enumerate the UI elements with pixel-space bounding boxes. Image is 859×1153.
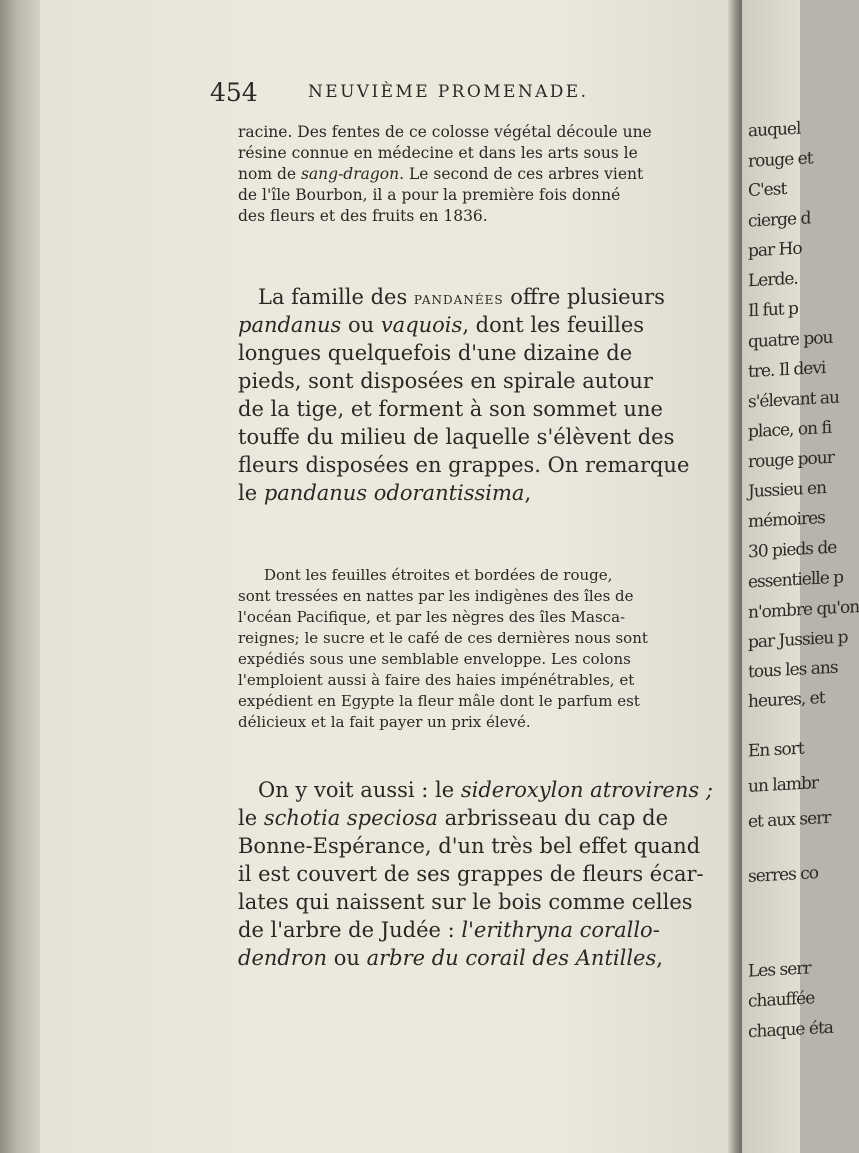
text-line: Bonne-Espérance, d'un très bel effet quand — [238, 834, 701, 858]
text-line: le pandanus odorantissima, — [238, 481, 532, 505]
text-line: le schotia speciosa arbrisseau du cap de — [238, 806, 668, 830]
facing-page-fragment: tous les ans — [748, 657, 838, 683]
text-line: résine connue en médecine et dans les arts sous le — [238, 144, 638, 162]
facing-page-fragment: chaque éta — [748, 1017, 833, 1043]
text-line: de l'arbre de Judée : l'erithryna corallo- — [238, 918, 660, 942]
italic-term: dendron — [238, 946, 328, 970]
left-book-edge — [0, 0, 40, 1153]
facing-page-fragment: par Jussieu p — [748, 627, 848, 653]
facing-page-fragment: 30 pieds de — [748, 537, 837, 563]
italic-term: sideroxylon atrovirens ; — [460, 778, 713, 802]
facing-page-fragment: place, on fi — [748, 417, 832, 443]
text-line: expédient en Egypte la fleur mâle dont le parfum est — [238, 692, 640, 710]
book-gutter — [728, 0, 742, 1153]
facing-page-fragment: et aux serr — [748, 807, 831, 833]
facing-page-fragment: mémoires — [748, 507, 825, 533]
text-line: l'emploient aussi à faire des haies impénétrables, et — [238, 671, 635, 689]
facing-page-fragment: s'élevant au — [748, 387, 839, 413]
facing-page-fragment: C'est — [748, 178, 787, 202]
text-line: expédiés sous une semblable enveloppe. Les colons — [238, 650, 631, 668]
text-line: longues quelquefois d'une dizaine de — [238, 341, 633, 365]
text-line: lates qui naissent sur le bois comme celles — [238, 890, 693, 914]
text-line: nom de sang-dragon. Le second de ces arbres vient — [238, 165, 644, 183]
text-line: délicieux et la fait payer un prix élevé. — [238, 713, 531, 731]
text-line: des fleurs et des fruits en 1836. — [238, 207, 488, 225]
italic-term: schotia speciosa — [263, 806, 438, 830]
italic-term: pandanus — [238, 313, 342, 337]
text-line: reignes; le sucre et le café de ces dernières nous sont — [238, 629, 648, 647]
italic-term: l'erithryna corallo- — [461, 918, 660, 942]
page-header — [210, 78, 670, 108]
text-line: On y voit aussi : le sideroxylon atrovirens ; — [258, 778, 713, 802]
text-line: il est couvert de ses grappes de fleurs écar- — [238, 862, 704, 886]
facing-page-fragment: auquel — [748, 118, 801, 142]
facing-page-fragment: heures, et — [748, 687, 825, 713]
facing-page-fragment: En sort — [748, 738, 804, 762]
facing-page-fragment: cierge d — [748, 208, 811, 232]
italic-term: pandanus odorantissima — [263, 481, 525, 505]
facing-page-fragment: tre. Il devi — [748, 357, 826, 383]
text-line: dendron ou arbre du corail des Antilles, — [238, 946, 663, 970]
text-line: touffe du milieu de laquelle s'élèvent des — [238, 425, 675, 449]
facing-page-fragment: Jussieu en — [748, 477, 827, 503]
text-line: l'océan Pacifique, et par les nègres des îles Masca- — [238, 608, 626, 626]
text-line: racine. Des fentes de ce colosse végétal découle une — [238, 123, 652, 141]
facing-page-fragment: n'ombre qu'on — [748, 597, 859, 623]
text-line: sont tressées en nattes par les indigènes des îles de — [238, 587, 634, 605]
facing-page-edge — [742, 0, 859, 1153]
text-line: de l'île Bourbon, il a pour la première fois donné — [238, 186, 621, 204]
running-head: NEUVIÈME PROMENADE. — [308, 82, 589, 102]
facing-page-fragment: Lerde. — [748, 268, 798, 292]
small-caps-term: pandanées — [413, 288, 504, 309]
facing-page-fragment: rouge pour — [748, 447, 834, 473]
facing-page-fragment: chauffée — [748, 988, 815, 1012]
facing-page-fragment: Il fut p — [748, 298, 798, 322]
facing-page-fragment: essentielle p — [748, 567, 844, 593]
text-line: pandanus ou vaquois, dont les feuilles — [238, 313, 645, 337]
facing-page-fragment: serres co — [748, 863, 818, 887]
text-line: fleurs disposées en grappes. On remarque — [238, 453, 690, 477]
facing-page-fragment: par Ho — [748, 238, 802, 262]
facing-page-fragment: rouge et — [748, 148, 813, 172]
italic-term: arbre du corail des Antilles — [366, 946, 657, 970]
facing-page-fragment: quatre pou — [748, 327, 833, 353]
facing-page-fragment: un lambr — [748, 773, 819, 797]
italic-term: vaquois — [380, 313, 463, 337]
italic-term: sang-dragon — [300, 165, 400, 183]
facing-page-fragment: Les serr — [748, 958, 811, 982]
text-line: La famille des pandanées offre plusieurs — [258, 285, 665, 309]
text-line: pieds, sont disposées en spirale autour — [238, 369, 653, 393]
text-line: de la tige, et forment à son sommet une — [238, 397, 663, 421]
text-line: Dont les feuilles étroites et bordées de rouge, — [264, 566, 613, 584]
page-number: 454 — [210, 78, 258, 107]
